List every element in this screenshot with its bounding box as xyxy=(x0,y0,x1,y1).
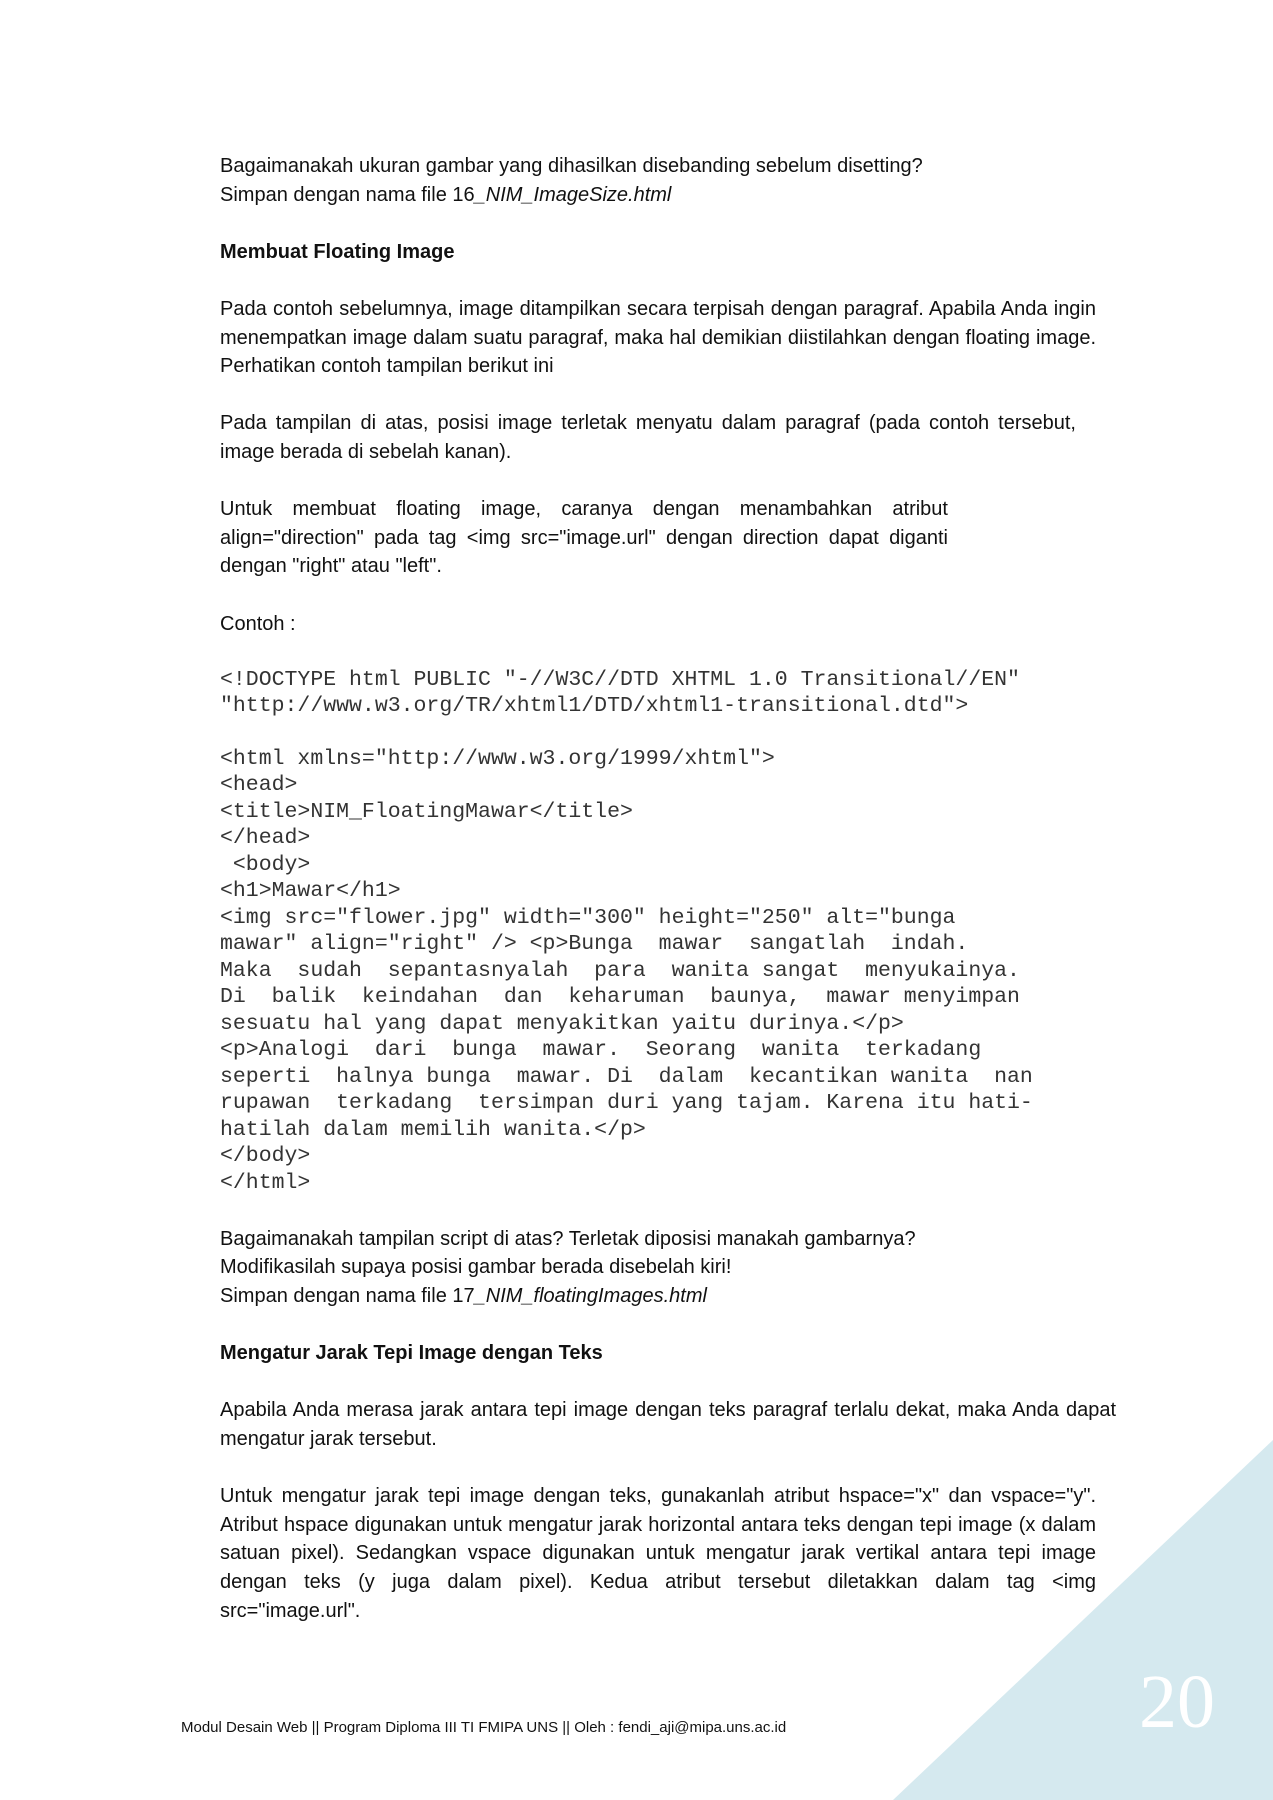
floating-para-2: Pada tampilan di atas, posisi image terletak menyatu dalam paragraf (pada contoh tersebut, image berada di sebelah kanan). xyxy=(220,412,1076,463)
corner-triangle xyxy=(893,1440,1273,1800)
code-html-example: <html xmlns="http://www.w3.org/1999/xhtml"> <head> <title>NIM_FloatingMawar</title> </head> <body> <h1>Mawar</h1> <img src="flower.jpg" width="300" height="250" alt="bunga mawar" align="right" /> <p>Bunga mawar sangatlah indah. Maka sudah sepantasnyalah para wanita sangat menyukainya. Di balik keindahan dan keharuman baunya, mawar menyimpan sesuatu hal yang dapat menyakitkan yaitu durinya.</p> <p>Analogi dari bunga mawar. Seorang wanita terkadang seperti halnya bunga mawar. Di dalam kecantikan wanita nan rupawan terkadang tersimpan duri yang tajam. Karena itu hati- hatilah dalam memilih wanita.</p> </body> </html> xyxy=(220,746,1033,1195)
intro-question: Bagaimanakah ukuran gambar yang dihasilkan disebanding sebelum disetting? xyxy=(220,155,923,177)
after-code-question: Bagaimanakah tampilan script di atas? Terletak diposisi manakah gambarnya? xyxy=(220,1227,916,1250)
corner-triangle-shape xyxy=(893,1440,1273,1800)
after-code-save-prefix: Simpan dengan nama file 17 xyxy=(220,1284,475,1307)
intro-save-filename: _NIM_ImageSize.html xyxy=(474,183,672,206)
margin-section-heading: Mengatur Jarak Tepi Image dengan Teks xyxy=(220,1342,603,1365)
page-number: 20 xyxy=(1139,1660,1215,1744)
floating-para-1: Pada contoh sebelumnya, image ditampilkan secara terpisah dengan paragraf. Apabila Anda ingin menempatkan image dalam suatu paragraf, maka hal demikian diistilahkan dengan floating image. Perhatikan contoh tampilan berikut ini xyxy=(220,297,1096,378)
margin-para-1: Apabila Anda merasa jarak antara tepi image dengan teks paragraf terlalu dekat, maka Anda dapat mengatur jarak tersebut. xyxy=(220,1399,1116,1450)
after-code-save-instruction xyxy=(220,1282,1116,1311)
after-code-instruction: Modifikasilah supaya posisi gambar berada disebelah kiri! xyxy=(220,1256,732,1279)
example-label: Contoh : xyxy=(220,612,296,635)
intro-save-instruction xyxy=(220,181,1116,210)
page-footer: Modul Desain Web || Program Diploma III TI FMIPA UNS || Oleh : fendi_aji@mipa.uns.ac.id xyxy=(181,1719,787,1736)
margin-para-2: Untuk mengatur jarak tepi image dengan teks, gunakanlah atribut hspace="x" dan vspace="y". Atribut hspace digunakan untuk mengatur jarak horizontal antara teks dengan tepi image (x dalam satuan pixel). Sedangkan vspace digunakan untuk mengatur jarak vertikal antara tepi image dengan teks (y juga dalam pixel). Kedua atribut tersebut diletakkan dalam tag <img src="image.url". xyxy=(220,1485,1096,1622)
intro-save-prefix: Simpan dengan nama file 16 xyxy=(220,183,475,206)
floating-image-heading: Membuat Floating Image xyxy=(220,240,455,263)
after-code-save-filename: _NIM_floatingImages.html xyxy=(474,1284,707,1307)
page-content xyxy=(220,152,1116,1625)
floating-para-3: Untuk membuat floating image, caranya dengan menambahkan atribut align="direction" pada tag <img src="image.url" dengan direction dapat diganti dengan "right" atau "left". xyxy=(220,498,948,578)
page-corner-decoration xyxy=(893,1440,1273,1800)
code-doctype: <!DOCTYPE html PUBLIC "-//W3C//DTD XHTML 1.0 Transitional//EN" "http://www.w3.org/TR/xhtml1/DTD/xhtml1-transitional.dtd"> xyxy=(220,667,1020,719)
